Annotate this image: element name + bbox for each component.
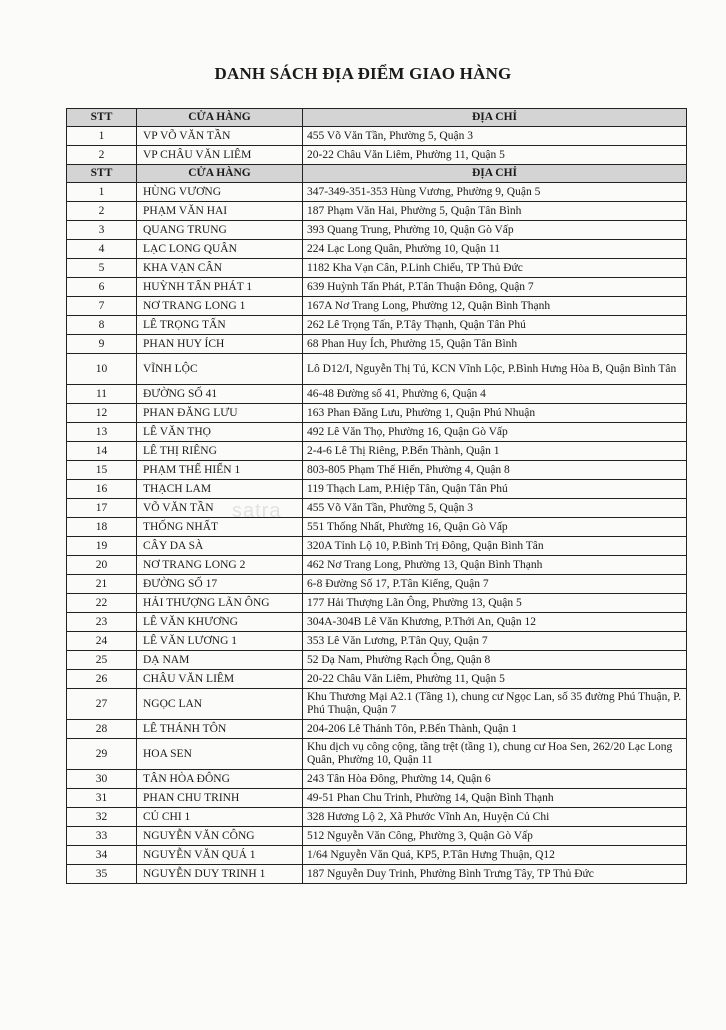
table-row xyxy=(67,670,687,689)
cell-stt: 35 xyxy=(67,865,137,884)
cell-stt: 23 xyxy=(67,613,137,632)
cell-store: KHA VẠN CÂN xyxy=(137,259,303,278)
table-row xyxy=(67,278,687,297)
cell-store: HÙNG VƯƠNG xyxy=(137,183,303,202)
cell-store: CỦ CHI 1 xyxy=(137,808,303,827)
cell-stt: 16 xyxy=(67,480,137,499)
cell-address: 803-805 Phạm Thế Hiển, Phường 4, Quận 8 xyxy=(303,461,687,480)
table-row xyxy=(67,335,687,354)
column-header-address: ĐỊA CHỈ xyxy=(303,109,687,127)
cell-store: QUANG TRUNG xyxy=(137,221,303,240)
cell-store: ĐƯỜNG SỐ 41 xyxy=(137,385,303,404)
cell-address: 46-48 Đường số 41, Phường 6, Quận 4 xyxy=(303,385,687,404)
cell-address: 320A Tỉnh Lộ 10, P.Bình Trị Đông, Quận Bình Tân xyxy=(303,537,687,556)
cell-store: LÊ VĂN KHƯƠNG xyxy=(137,613,303,632)
cell-address: Khu dịch vụ công cộng, tầng trệt (tầng 1), chung cư Hoa Sen, 262/20 Lạc Long Quân, Phường 10, Quận 11 xyxy=(303,739,687,770)
cell-stt: 27 xyxy=(67,689,137,720)
table-row xyxy=(67,827,687,846)
table-row xyxy=(67,720,687,739)
column-header-address: ĐỊA CHỈ xyxy=(303,165,687,183)
cell-store: LÊ TRỌNG TẤN xyxy=(137,316,303,335)
cell-stt: 33 xyxy=(67,827,137,846)
table-row xyxy=(67,689,687,720)
cell-stt: 6 xyxy=(67,278,137,297)
table-row xyxy=(67,442,687,461)
table-row xyxy=(67,556,687,575)
cell-store: PHẠM THẾ HIỂN 1 xyxy=(137,461,303,480)
table-row xyxy=(67,221,687,240)
cell-address: 177 Hải Thượng Lãn Ông, Phường 13, Quận 5 xyxy=(303,594,687,613)
column-header-stt: STT xyxy=(67,165,137,183)
cell-address: 1/64 Nguyễn Văn Quá, KP5, P.Tân Hưng Thuận, Q12 xyxy=(303,846,687,865)
cell-store: DẠ NAM xyxy=(137,651,303,670)
table-row xyxy=(67,354,687,385)
cell-stt: 21 xyxy=(67,575,137,594)
cell-stt: 22 xyxy=(67,594,137,613)
cell-stt: 4 xyxy=(67,240,137,259)
cell-stt: 11 xyxy=(67,385,137,404)
cell-address: 163 Phan Đăng Lưu, Phường 1, Quận Phú Nhuận xyxy=(303,404,687,423)
cell-address: 6-8 Đường Số 17, P.Tân Kiểng, Quận 7 xyxy=(303,575,687,594)
cell-address: 551 Thống Nhất, Phường 16, Quận Gò Vấp xyxy=(303,518,687,537)
cell-store: LÊ THÁNH TÔN xyxy=(137,720,303,739)
cell-store: PHAN HUY ÍCH xyxy=(137,335,303,354)
cell-stt: 31 xyxy=(67,789,137,808)
cell-store: NGUYỄN VĂN QUÁ 1 xyxy=(137,846,303,865)
page-title: DANH SÁCH ĐỊA ĐIỂM GIAO HÀNG xyxy=(214,64,512,83)
cell-stt: 1 xyxy=(67,127,137,146)
cell-address: 1182 Kha Vạn Cân, P.Linh Chiểu, TP Thủ Đức xyxy=(303,259,687,278)
cell-store: NGUYỄN VĂN CÔNG xyxy=(137,827,303,846)
table-row xyxy=(67,404,687,423)
cell-address: 328 Hương Lộ 2, Xã Phước Vĩnh An, Huyện Củ Chi xyxy=(303,808,687,827)
table-row xyxy=(67,789,687,808)
cell-stt: 8 xyxy=(67,316,137,335)
cell-address: 455 Võ Văn Tần, Phường 5, Quận 3 xyxy=(303,127,687,146)
cell-store: TÂN HÒA ĐÔNG xyxy=(137,770,303,789)
cell-address: 49-51 Phan Chu Trinh, Phường 14, Quận Bình Thạnh xyxy=(303,789,687,808)
table-row xyxy=(67,632,687,651)
cell-address: 52 Dạ Nam, Phường Rạch Ông, Quận 8 xyxy=(303,651,687,670)
table-row xyxy=(67,770,687,789)
table-row xyxy=(67,127,687,146)
watermark: satra xyxy=(232,500,282,522)
cell-stt: 3 xyxy=(67,221,137,240)
table-row xyxy=(67,865,687,884)
cell-address: Lô D12/I, Nguyễn Thị Tú, KCN Vĩnh Lộc, P.Bình Hưng Hòa B, Quận Bình Tân xyxy=(303,354,687,385)
cell-store: VĨNH LỘC xyxy=(137,354,303,385)
table-row xyxy=(67,518,687,537)
cell-store: VP CHÂU VĂN LIÊM xyxy=(137,146,303,165)
cell-stt: 30 xyxy=(67,770,137,789)
cell-store: LÊ VĂN THỌ xyxy=(137,423,303,442)
cell-store: HOA SEN xyxy=(137,739,303,770)
column-header-store: CỬA HÀNG xyxy=(137,109,303,127)
cell-address: Khu Thương Mại A2.1 (Tầng 1), chung cư Ngọc Lan, số 35 đường Phú Thuận, P. Phú Thuận, Quận 7 xyxy=(303,689,687,720)
cell-stt: 2 xyxy=(67,202,137,221)
cell-store: PHAN CHU TRINH xyxy=(137,789,303,808)
cell-store: NƠ TRANG LONG 1 xyxy=(137,297,303,316)
cell-stt: 25 xyxy=(67,651,137,670)
table-row xyxy=(67,594,687,613)
cell-stt: 34 xyxy=(67,846,137,865)
table-row xyxy=(67,423,687,442)
cell-store: CHÂU VĂN LIÊM xyxy=(137,670,303,689)
cell-address: 68 Phan Huy Ích, Phường 15, Quận Tân Bình xyxy=(303,335,687,354)
cell-store: VÕ VĂN TẦN xyxy=(137,499,303,518)
cell-stt: 2 xyxy=(67,146,137,165)
cell-stt: 1 xyxy=(67,183,137,202)
table-row xyxy=(67,240,687,259)
cell-address: 304A-304B Lê Văn Khương, P.Thới An, Quận 12 xyxy=(303,613,687,632)
cell-address: 262 Lê Trọng Tấn, P.Tây Thạnh, Quận Tân Phú xyxy=(303,316,687,335)
table-row xyxy=(67,808,687,827)
cell-stt: 32 xyxy=(67,808,137,827)
cell-stt: 15 xyxy=(67,461,137,480)
cell-store: THỐNG NHẤT xyxy=(137,518,303,537)
cell-stt: 12 xyxy=(67,404,137,423)
cell-address: 512 Nguyễn Văn Công, Phường 3, Quận Gò Vấp xyxy=(303,827,687,846)
cell-address: 204-206 Lê Thánh Tôn, P.Bến Thành, Quận 1 xyxy=(303,720,687,739)
cell-address: 167A Nơ Trang Long, Phường 12, Quận Bình Thạnh xyxy=(303,297,687,316)
table-row xyxy=(67,461,687,480)
cell-stt: 26 xyxy=(67,670,137,689)
table-row xyxy=(67,846,687,865)
cell-store: CÂY DA SÀ xyxy=(137,537,303,556)
table-row xyxy=(67,297,687,316)
table-row xyxy=(67,499,687,518)
table-row xyxy=(67,651,687,670)
cell-stt: 17 xyxy=(67,499,137,518)
column-header-store: CỬA HÀNG xyxy=(137,165,303,183)
table-row xyxy=(67,613,687,632)
table-row xyxy=(67,316,687,335)
cell-stt: 7 xyxy=(67,297,137,316)
cell-stt: 24 xyxy=(67,632,137,651)
cell-stt: 20 xyxy=(67,556,137,575)
cell-stt: 19 xyxy=(67,537,137,556)
cell-stt: 28 xyxy=(67,720,137,739)
table-row xyxy=(67,183,687,202)
cell-address: 224 Lạc Long Quân, Phường 10, Quận 11 xyxy=(303,240,687,259)
cell-address: 462 Nơ Trang Long, Phường 13, Quận Bình Thạnh xyxy=(303,556,687,575)
cell-store: NƠ TRANG LONG 2 xyxy=(137,556,303,575)
table-row xyxy=(67,480,687,499)
cell-stt: 5 xyxy=(67,259,137,278)
column-header-stt: STT xyxy=(67,109,137,127)
cell-address: 639 Huỳnh Tấn Phát, P.Tân Thuận Đông, Quận 7 xyxy=(303,278,687,297)
table-body xyxy=(67,109,687,884)
table-row xyxy=(67,385,687,404)
delivery-locations-table xyxy=(66,108,687,884)
cell-stt: 14 xyxy=(67,442,137,461)
cell-stt: 29 xyxy=(67,739,137,770)
table-header-row xyxy=(67,109,687,127)
table-row xyxy=(67,537,687,556)
cell-store: PHAN ĐĂNG LƯU xyxy=(137,404,303,423)
cell-address: 455 Võ Văn Tần, Phường 5, Quận 3 xyxy=(303,499,687,518)
cell-store: HUỲNH TẤN PHÁT 1 xyxy=(137,278,303,297)
cell-store: ĐƯỜNG SỐ 17 xyxy=(137,575,303,594)
cell-address: 187 Nguyễn Duy Trinh, Phường Bình Trưng Tây, TP Thủ Đức xyxy=(303,865,687,884)
table-header-row xyxy=(67,165,687,183)
cell-address: 393 Quang Trung, Phường 10, Quận Gò Vấp xyxy=(303,221,687,240)
table-row xyxy=(67,259,687,278)
cell-address: 347-349-351-353 Hùng Vương, Phường 9, Quận 5 xyxy=(303,183,687,202)
cell-store: VP VÕ VĂN TẦN xyxy=(137,127,303,146)
cell-address: 2-4-6 Lê Thị Riêng, P.Bến Thành, Quận 1 xyxy=(303,442,687,461)
cell-address: 20-22 Châu Văn Liêm, Phường 11, Quận 5 xyxy=(303,146,687,165)
cell-stt: 18 xyxy=(67,518,137,537)
cell-store: NGUYỄN DUY TRINH 1 xyxy=(137,865,303,884)
cell-stt: 9 xyxy=(67,335,137,354)
cell-store: NGỌC LAN xyxy=(137,689,303,720)
table-row xyxy=(67,739,687,770)
cell-address: 20-22 Châu Văn Liêm, Phường 11, Quận 5 xyxy=(303,670,687,689)
cell-address: 187 Phạm Văn Hai, Phường 5, Quận Tân Bình xyxy=(303,202,687,221)
table-row xyxy=(67,146,687,165)
cell-address: 243 Tân Hòa Đông, Phường 14, Quận 6 xyxy=(303,770,687,789)
cell-store: THẠCH LAM xyxy=(137,480,303,499)
cell-address: 119 Thạch Lam, P.Hiệp Tân, Quận Tân Phú xyxy=(303,480,687,499)
cell-store: LÊ THỊ RIÊNG xyxy=(137,442,303,461)
cell-stt: 10 xyxy=(67,354,137,385)
cell-store: HẢI THƯỢNG LÃN ÔNG xyxy=(137,594,303,613)
cell-stt: 13 xyxy=(67,423,137,442)
table-row xyxy=(67,202,687,221)
cell-address: 492 Lê Văn Thọ, Phường 16, Quận Gò Vấp xyxy=(303,423,687,442)
cell-store: LẠC LONG QUÂN xyxy=(137,240,303,259)
cell-address: 353 Lê Văn Lương, P.Tân Quy, Quận 7 xyxy=(303,632,687,651)
table-row xyxy=(67,575,687,594)
cell-store: LÊ VĂN LƯƠNG 1 xyxy=(137,632,303,651)
cell-store: PHẠM VĂN HAI xyxy=(137,202,303,221)
